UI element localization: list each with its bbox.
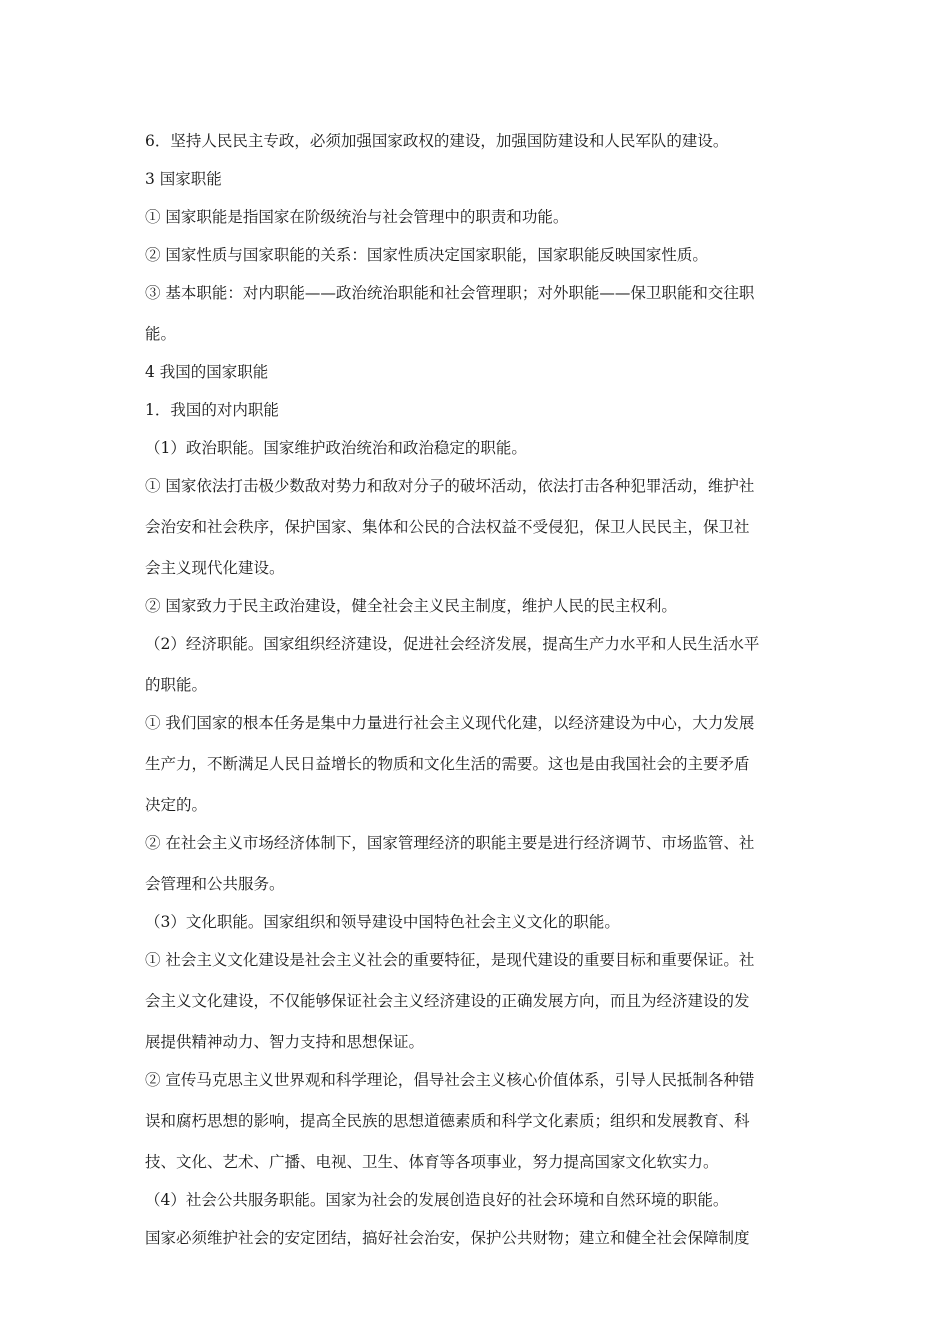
paragraph-line: 的职能。	[145, 676, 208, 694]
paragraph-line: ① 国家依法打击极少数敌对势力和敌对分子的破坏活动，依法打击各种犯罪活动，维护社	[145, 477, 755, 495]
paragraph-line: ③ 基本职能：对内职能——政治统治职能和社会管理职；对外职能——保卫职能和交往职	[145, 284, 755, 302]
section-heading: 4 我国的国家职能	[145, 363, 269, 381]
paragraph-line: ② 国家致力于民主政治建设，健全社会主义民主制度，维护人民的民主权利。	[145, 597, 677, 615]
paragraph-line: 展提供精神动力、智力支持和思想保证。	[145, 1033, 425, 1051]
paragraph-line: （4）社会公共服务职能。国家为社会的发展创造良好的社会环境和自然环境的职能。	[145, 1191, 729, 1209]
paragraph-line: 误和腐朽思想的影响，提高全民族的思想道德素质和科学文化素质；组织和发展教育、科	[145, 1112, 750, 1130]
paragraph-line: 生产力，不断满足人民日益增长的物质和文化生活的需要。这也是由我国社会的主要矛盾	[145, 755, 750, 773]
paragraph-line: 能。	[145, 325, 177, 343]
paragraph-line: ② 宣传马克思主义世界观和科学理论，倡导社会主义核心价值体系，引导人民抵制各种错	[145, 1071, 755, 1089]
section-heading: 3 国家职能	[145, 170, 222, 188]
paragraph-line: 决定的。	[145, 796, 208, 814]
paragraph-line: 会治安和社会秩序，保护国家、集体和公民的合法权益不受侵犯，保卫人民民主，保卫社	[145, 518, 750, 536]
paragraph-line: 会管理和公共服务。	[145, 875, 285, 893]
document-body	[145, 122, 810, 1257]
paragraph-line: ② 在社会主义市场经济体制下，国家管理经济的职能主要是进行经济调节、市场监管、社	[145, 834, 755, 852]
paragraph-line: ① 国家职能是指国家在阶级统治与社会管理中的职责和功能。	[145, 208, 569, 226]
paragraph-line: （3）文化职能。国家组织和领导建设中国特色社会主义文化的职能。	[145, 913, 620, 931]
paragraph-line: 技、文化、艺术、广播、电视、卫生、体育等各项事业，努力提高国家文化软实力。	[145, 1153, 719, 1171]
paragraph-line: （2）经济职能。国家组织经济建设，促进社会经济发展，提高生产力水平和人民生活水平	[145, 635, 760, 653]
paragraph-line: （1）政治职能。国家维护政治统治和政治稳定的职能。	[145, 439, 527, 457]
paragraph-line: ① 我们国家的根本任务是集中力量进行社会主义现代化建，以经济建设为中心，大力发展	[145, 714, 755, 732]
paragraph-line: ① 社会主义文化建设是社会主义社会的重要特征，是现代建设的重要目标和重要保证。社	[145, 951, 755, 969]
paragraph-line: 国家必须维护社会的安定团结，搞好社会治安，保护公共财物；建立和健全社会保障制度	[145, 1229, 750, 1247]
paragraph-line: 6．坚持人民民主专政，必须加强国家政权的建设，加强国防建设和人民军队的建设。	[145, 132, 729, 150]
paragraph-line: 会主义文化建设，不仅能够保证社会主义经济建设的正确发展方向，而且为经济建设的发	[145, 992, 750, 1010]
paragraph-line: ② 国家性质与国家职能的关系：国家性质决定国家职能，国家职能反映国家性质。	[145, 246, 708, 264]
subsection-heading: 1．我国的对内职能	[145, 401, 279, 419]
paragraph-line: 会主义现代化建设。	[145, 559, 285, 577]
